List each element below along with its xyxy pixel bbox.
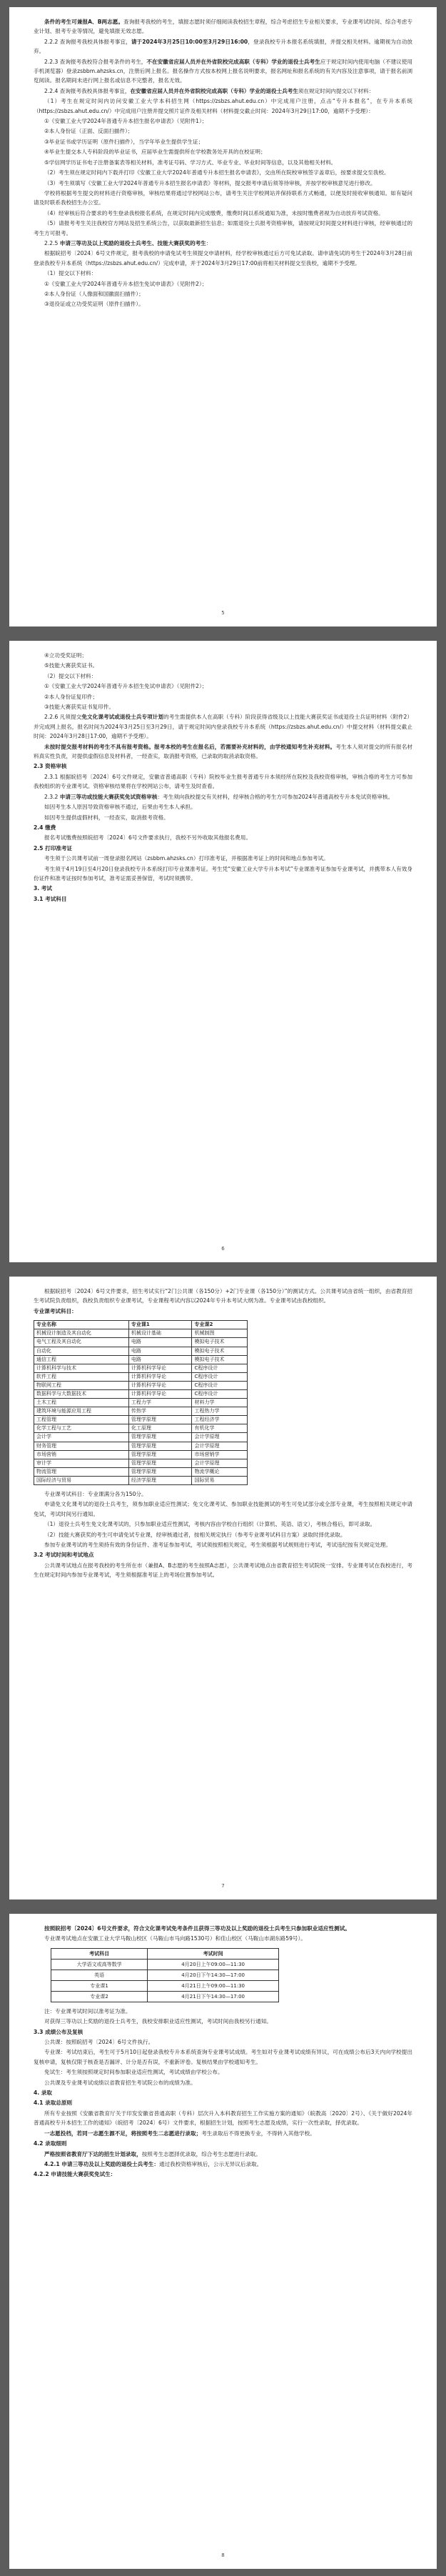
paragraph — [34, 289, 412, 299]
paragraph — [34, 2150, 412, 2159]
paragraph — [34, 137, 412, 146]
paragraph — [34, 692, 412, 702]
paragraph — [34, 2170, 412, 2179]
table-row — [34, 1329, 248, 1338]
table-cell: C程序设计 — [192, 1389, 248, 1398]
paragraph-text: ④立功受奖证明； — [44, 652, 87, 659]
paragraph-text: 2.2.4 查询报考我校具体报考事宜， — [44, 87, 131, 94]
paragraph-text: 。 — [310, 2130, 315, 2137]
table-row — [34, 1450, 248, 1459]
paragraph — [34, 712, 412, 741]
table-cell: 管理学原理 — [128, 1442, 192, 1450]
paragraph — [34, 1519, 412, 1529]
table-cell: 数据科学与大数据技术 — [34, 1389, 129, 1398]
paragraph — [34, 189, 412, 208]
table-cell: 经济学原理 — [128, 1476, 192, 1484]
table-cell: 市场营销 — [34, 1450, 129, 1459]
table-cell: 工程管理 — [34, 1416, 129, 1424]
table-header-cell: 考试时间 — [148, 1948, 279, 1959]
emphasis-text: 不在安徽省应届人员并在外省院校完成高职（专科）学业的退役士兵考生 — [146, 58, 320, 65]
page-number: 6 — [221, 1245, 225, 1252]
paragraph-text: 4.1 录取总原则 — [34, 2100, 73, 2107]
table-cell: 专业课2 — [51, 1991, 148, 2002]
table-cell: 模拟电子技术 — [192, 1338, 248, 1347]
paragraph — [34, 894, 412, 904]
paragraph-text: 2.5 打印准考证 — [34, 844, 73, 852]
table-cell: 市场营销学 — [192, 1450, 248, 1459]
table-row — [51, 1959, 279, 1970]
table-cell: 计算机科学导论 — [128, 1372, 192, 1381]
paragraph-text: 3. 考试 — [34, 885, 52, 892]
table-row — [34, 1476, 248, 1484]
paragraph — [34, 2047, 412, 2067]
paragraph — [34, 209, 412, 218]
table-cell: 会计学 — [34, 1433, 129, 1442]
table-row — [51, 1991, 279, 2002]
paragraph — [34, 792, 412, 802]
paragraph-text: 严格按照省教育厅下达的招生计划录取， — [44, 2150, 142, 2157]
table-row — [34, 1407, 248, 1416]
paragraph — [34, 651, 412, 660]
paragraph-text: ：考生须向我校提交有关材料，经审核合格的考生方可参加2024年普通高校专升本免试资格审核。 — [157, 793, 394, 800]
paragraph-text: 公共课：按照皖招考〔2024〕6号文件执行。 — [44, 2039, 154, 2046]
paragraph-text: 2.2.5 — [44, 239, 60, 246]
paragraph-text: ③技能大赛获奖证书复印件。 — [44, 704, 114, 711]
table-cell: 会计学原理 — [192, 1459, 248, 1467]
paragraph-text: （4）经审核后符合要求的考生登录我校报名系统，在规定时间内完成缴费，缴费时间以系统通知为准，未按时缴费者视为自动放弃考试资格。 — [44, 209, 384, 216]
paragraph — [34, 2027, 412, 2037]
table-cell: 化学工程与工艺 — [34, 1424, 129, 1433]
table-cell: 国际经济与贸易 — [34, 1476, 129, 1484]
paragraph-text: 4.2.2 申请技能大赛获奖免试生： — [34, 2171, 116, 2178]
page-number: 5 — [221, 609, 225, 616]
paragraph — [34, 833, 412, 842]
table-cell: C程序设计 — [192, 1364, 248, 1372]
table-cell: 计算机科学导论 — [128, 1364, 192, 1372]
table-cell: 工程力学 — [128, 1399, 192, 1407]
table-row — [34, 1347, 248, 1355]
table-cell: C程序设计 — [192, 1381, 248, 1389]
paragraph-text: （5）请报考考生关注我校官方网站及招生系统公告，以获取最新招生信息；如需退役士兵报考资格审核，请按规定时间提交材料进行审核，经审核通过的考生方可报考。 — [34, 220, 412, 236]
paragraph — [34, 96, 412, 116]
paragraph-text: 一志愿投档，若同一志愿生源不足，将按照考生二志愿进行录取； — [44, 2130, 202, 2137]
paragraph — [34, 762, 412, 771]
page-body — [34, 17, 412, 309]
table-row — [34, 1442, 248, 1450]
paragraph — [34, 854, 412, 863]
paragraph-text: 2.4 缴费 — [34, 824, 56, 831]
paragraph — [34, 772, 412, 792]
paragraph-text: 报名考试缴费按照皖招考〔2024〕6号文件要求执行，我校不另外收取其他报名费用。 — [44, 834, 251, 842]
table-header-cell: 考试科目 — [51, 1948, 148, 1959]
paragraph — [34, 1530, 412, 1539]
table-cell: 国际贸易 — [192, 1476, 248, 1484]
page-body — [34, 1489, 412, 1580]
paragraph — [34, 1489, 412, 1499]
paragraph-text: ②本人身份证（正面、反面扫描件）； — [44, 128, 133, 135]
table-row — [34, 1389, 248, 1398]
document-page — [9, 641, 437, 1262]
paragraph-text: 2.3.1 根据皖招考〔2024〕6号文件规定，安徽省普通高职（专科）院校毕业生报考普通专升本须经所在院校及我校资格审核，审核合格的考生方可参加我校组织的专业课考试。资格审核结果将在学校网站公布，请考生及时查看。 — [34, 773, 412, 790]
table-cell: 机械设计基础 — [128, 1329, 192, 1338]
paragraph — [34, 2129, 412, 2138]
paragraph — [34, 2037, 412, 2047]
paragraph-text: 公共课考试地点在报考我校的考生所在市（兼报A、B志愿的考生按照A志愿），公共课考试地点由省教育招生考试院统一安排。专业课考试在我校进行，考生在规定时间内参加专业课考试，考生须根据准考证上的考场位置参加考试。 — [34, 1562, 412, 1579]
paragraph — [34, 2160, 412, 2169]
paragraph-text: 公共课及专业课考试成绩以省教育招生考试院公布的成绩为准。 — [44, 2079, 196, 2086]
paragraph — [34, 219, 412, 238]
paragraph — [34, 682, 412, 691]
paragraph — [34, 844, 412, 853]
table-cell: 电气工程及其自动化 — [34, 1338, 129, 1347]
table-cell: 机械设计制造及其自动化 — [34, 1329, 129, 1338]
table-cell: 化工原理 — [128, 1424, 192, 1433]
paragraph-text: 2.2.3 查询报考我校符合报考条件的考生， — [44, 58, 147, 65]
table-cell: 土木工程 — [34, 1399, 129, 1407]
paragraph — [34, 2078, 412, 2087]
paragraph-text: ①《安徽工业大学2024年普通专升本招生免试申请表》（见附件2）； — [44, 280, 208, 287]
emphasis-text: 考生本人须对提交的所有报名材料真实性负责， — [34, 743, 412, 760]
table-cell: 电路 — [128, 1338, 192, 1347]
table-cell: 物流管理 — [34, 1467, 129, 1476]
page-number: 7 — [221, 1882, 225, 1889]
table-row — [34, 1433, 248, 1442]
table-row — [51, 1980, 279, 1991]
paragraph — [34, 802, 412, 812]
document-page — [9, 1914, 437, 2569]
table-cell: 物联网工程 — [34, 1381, 129, 1389]
paragraph-text: ②本人身份证复印件； — [44, 693, 98, 700]
table-cell: 工程经济学 — [192, 1416, 248, 1424]
table-cell: 传热学 — [128, 1407, 192, 1416]
emphasis-text: 请于2024年3月25日10:00至3月29日16:00 — [131, 38, 248, 45]
page-body — [34, 651, 412, 904]
paragraph-text: ，登录我校专升本报名系统填报，并提交相关材料。逾期视为自动放弃。 — [34, 38, 413, 55]
subject-table — [34, 1320, 248, 1485]
paragraph — [34, 17, 412, 36]
table-cell: 电路 — [128, 1355, 192, 1364]
table-header-cell: 专业课2 — [192, 1321, 248, 1329]
page-body — [34, 2007, 412, 2180]
paragraph-text: 如因考生提供虚假材料，一经查实，取消报考资格。 — [44, 814, 169, 821]
table-cell: 管理学原理 — [128, 1433, 192, 1442]
paragraph-text: 应于规定时间内使用电脑（不建议使用手机浏览器）登录zsbbm.ahzsks.cn，注册后网上报名。报名操作方式按本校网上报名说明要求，报名网址和报名系统的有关内容及注意事项，请于报名前浏览阅读。报名期间未进行网上报名或信息不完整者，报名无效。 — [34, 58, 413, 84]
paragraph — [34, 239, 412, 248]
paragraph-text: ③毕业证书或学历证明（原件扫描件），当学年毕业生提供学生证； — [44, 138, 204, 145]
paragraph — [34, 2088, 412, 2097]
paragraph — [34, 179, 412, 188]
paragraph — [34, 299, 412, 309]
table-cell: 会计学原理 — [192, 1442, 248, 1450]
paragraph — [34, 2098, 412, 2107]
table-cell: 工程热力学 — [192, 1407, 248, 1416]
paragraph-text: 2.3.2 — [44, 793, 60, 800]
paragraph-text: 3.1 考试科目 — [34, 895, 67, 902]
paragraph — [34, 1499, 412, 1519]
table-row — [34, 1424, 248, 1433]
paragraph-text: ③退役证或立功受奖证明（原件扫描件）。 — [44, 301, 144, 308]
paragraph-text: ①《安徽工业大学2024年普通专升本招生免试申请表》（见附件2）； — [44, 683, 208, 690]
table-cell: 软件工程 — [34, 1372, 129, 1381]
emphasis-text: 通过我校资格审核后，公示无异议后录取。 — [158, 2160, 263, 2167]
emphasis-text: 在安徽省应届人员并在外省院校完成高职（专科）学业的退役士兵考生 — [130, 87, 298, 94]
paragraph-text: 3.2 考试时间和考试地点 — [34, 1552, 94, 1559]
table-cell: 模拟电子技术 — [192, 1355, 248, 1364]
table-cell: 物流学概论 — [192, 1467, 248, 1476]
paragraph — [34, 158, 412, 167]
table-cell: 自动化 — [34, 1347, 129, 1355]
document-page — [9, 7, 437, 626]
paragraph-text: 所有专业按照《安徽省教育厅关于印发安徽省普通高职（专科）层次升入本科教育招生工作实施方案的通知》（皖教高〔2020〕2号）、《关于做好2024年普通高校专升本招生工作的通知》（皖招考〔2024〕6号）文件要求，根据招生计划，按照考生志愿及成绩，实行一次性录取，择优录取。 — [34, 2110, 412, 2127]
table-row — [34, 1381, 248, 1389]
paragraph-text: 2.2.6 凡须提交 — [44, 714, 82, 721]
paragraph — [34, 2139, 412, 2148]
paragraph — [34, 884, 412, 893]
table-cell: 通信工程 — [34, 1355, 129, 1364]
paragraph — [34, 1550, 412, 1559]
paragraph-text: ④毕业生提交本人专科阶段的毕业证书，应届毕业生需提供所在学校教务处开具的在校证明； — [44, 149, 266, 156]
table-row — [34, 1364, 248, 1372]
table-cell: 管理学原理 — [128, 1416, 192, 1424]
table-cell: 英语 — [51, 1970, 148, 1980]
paragraph-text: 对获得三等功以上奖励的退役士兵考生，我校安排职业适应性测试，考试时间由我校另行通知。 — [44, 2018, 272, 2025]
paragraph-text: 条件的考生可兼报A、B两志愿。 — [44, 19, 124, 25]
paragraph-text: 参加专业课考试的考生须持有效的身份证件、准考证参加考试，考试须按照相关规定，考生须根据考试规则进行考试，考试违纪按有关规定处理。 — [44, 1542, 391, 1549]
paragraph-text: （2）提交以下材料： — [44, 672, 97, 679]
table-cell: 有机化学 — [192, 1424, 248, 1433]
table-cell: 审计学 — [34, 1459, 129, 1467]
table-cell: 4月21日上午09:00—11:30 — [148, 1980, 279, 1991]
table-cell: 材料力学 — [192, 1399, 248, 1407]
document-page — [9, 1277, 437, 1899]
table-row — [34, 1338, 248, 1347]
paragraph — [34, 249, 412, 268]
table-row — [34, 1355, 248, 1364]
paragraph-text: 须在规定时间内提交以下材料： — [298, 87, 375, 94]
paragraph-text: ①《安徽工业大学2024年普通专升本招生报名申请表》（见附件1）； — [44, 118, 208, 125]
table-cell: 会计学原理 — [192, 1433, 248, 1442]
paragraph-text: 3.3 成绩公布及复核 — [34, 2028, 83, 2035]
paragraph — [34, 813, 412, 822]
table-cell: 管理学原理 — [128, 1467, 192, 1476]
paragraph — [34, 57, 412, 86]
paragraph-text: ： — [206, 239, 212, 246]
paragraph-text: 考生须于4月19日至4月20日登录我校专升本系统打印专业课准考证。考生凭“安徽工业大学专升本考试”专业课准考证参加专业课考试，并携带本人有效身份证件和准考证按时参加考试，准考证需妥善保管，考试时须携带。 — [34, 865, 412, 882]
page-number: 8 — [221, 2552, 225, 2558]
table-row — [34, 1467, 248, 1476]
paragraph — [34, 147, 412, 156]
table-cell: 机械制图 — [192, 1329, 248, 1338]
paragraph — [34, 279, 412, 289]
table-cell: 财务管理 — [34, 1442, 129, 1450]
paragraph-text: （1）退役士兵考生免文化课考试的，只参加职业适应性测试，考核内容由学校自行组织（计算机、英语、语文），考核合格后，即可录取。 — [44, 1521, 376, 1528]
paragraph-text: 的考生需提供本人在高职（专科）阶段获得省级及以上技能大赛获奖证书或退役士兵证明材料（附件2）并完成网上报名，报名时间为2024年3月25日至3月29日，请于规定时间内登录我校专升本系统（https://zsbzs.ahut.edu.cn/）中提交材料（材料提交截止时间：2024年3月28日17:00，逾期不予受理）。 — [34, 714, 412, 740]
table-cell: 专业课1 — [51, 1980, 148, 1991]
paragraph-text: 学校将根据考生提交的材料进行资格审核，审核结果将通过学校网站公布，请考生关注学校网站并保持联系方式畅通，以便及时接收审核通知。如有疑问请及时联系我校招生办公室。 — [34, 189, 412, 206]
emphasis-text: 按照考生志愿择优录取，综合考生志愿进行录取。 — [141, 2150, 261, 2157]
table-header-cell: 专业课1 — [128, 1321, 192, 1329]
paragraph-text: 申请免文化课考试的退役士兵考生，须参加职业适应性测试；免文化课考试、参加职业技能测试的考生可免试部分或全部专业课，考生按照相关规定申请免试，考试时间另行通知。 — [34, 1501, 412, 1517]
paragraph-text: （2）考生须在规定时间内下载并打印《安徽工业大学2024年普通专升本招生报名申请表》，交由所在院校审核签字盖章后，按要求提交至我校。 — [44, 169, 390, 176]
emphasis-text: 查询报考我校的考生，填报志愿时须仔细阅读我校招生章程，综合考虑招生专业相关要求，专业课考试时间、综合考虑专业计划、报考专业等情况，避免填报无效志愿。 — [34, 19, 412, 35]
paragraph: 专业课考试地点在安徽工业大学马鞍山校区（马鞍山市马向路1530号）和佳山校区（马鞍山市湖东路59号）。 — [44, 1935, 306, 1942]
table-cell: 计算机科学导论 — [128, 1381, 192, 1389]
paragraph — [34, 116, 412, 126]
table-cell: 4月20日上午09:00—11:30 — [148, 1959, 279, 1970]
paragraph-text: 4.2 录取细则 — [34, 2140, 67, 2147]
paragraph-text: ⑤学信网学历证书电子注册备案表等相关材料，准考证号码、学习方式、毕业专业、毕业时间等信息，以及其他相关材料。 — [44, 159, 337, 166]
table-row — [34, 1372, 248, 1381]
paragraph — [34, 742, 412, 762]
paragraph-text: 注：专业课考试时间以准考证为准。 — [44, 2007, 131, 2015]
paragraph-text: 未按时提交报考材料的考生不具有报考资格。报考本校的考生在报名后，若需要补充材料的，由学校通知考生补充材料。 — [44, 743, 336, 750]
paragraph-text: 考生须于公共课考试前一周登录报名网站（zsbbm.ahzsks.cn）打印准考证，并根据准考证上的时间和地点参加考试。 — [44, 855, 329, 862]
paragraph-text: 免试生：考生须按照规定时间参加职业适应性测试，考试成绩由学校公布。 — [44, 2069, 223, 2076]
paragraph-text: 4.2.1 申请三等功及以上奖励的退役士兵考生： — [44, 2160, 159, 2167]
emphasis-text: 免文化课考试或退役士兵专项计划 — [81, 714, 164, 721]
paragraph: 按照皖招考〔2024〕6号文件要求，符合文化课考试免考条件且获得三等功及以上奖励的退役士兵考生只参加职业适应性测试。 — [44, 1925, 350, 1932]
table-row — [34, 1399, 248, 1407]
table-header-cell: 专业名称 — [34, 1321, 129, 1329]
table-cell: 计算机科学与技术 — [34, 1364, 129, 1372]
paragraph — [34, 269, 412, 278]
paragraph — [34, 672, 412, 681]
paragraph — [34, 86, 412, 96]
paragraph — [34, 168, 412, 177]
paragraph-text: 如因考生本人原因导致资格审核不通过，后果由考生本人承担。 — [44, 804, 196, 811]
paragraph — [34, 1561, 412, 1580]
paragraph — [34, 126, 412, 136]
paragraph — [34, 37, 412, 56]
paragraph-text: ⑤技能大赛获奖证书。 — [44, 662, 98, 669]
paragraph — [34, 661, 412, 670]
paragraph-text: 专业课考试科目：专业课满分各为150分。 — [44, 1491, 147, 1497]
paragraph — [34, 2067, 412, 2077]
table-row — [34, 1459, 248, 1467]
table-cell: 大学语文或高等数学 — [51, 1959, 148, 1970]
table-cell: 模拟电子技术 — [192, 1347, 248, 1355]
paragraph — [34, 702, 412, 712]
paragraph-text: 2.3 资格审核 — [34, 763, 67, 770]
paragraph — [34, 2109, 412, 2128]
exam-schedule-table — [51, 1948, 279, 2002]
emphasis-text: 申请三等功或技能大赛获奖免试资格审核 — [59, 793, 158, 800]
paragraph-text: 4. 录取 — [34, 2090, 52, 2097]
paragraph — [34, 1540, 412, 1549]
table-cell: 4月21日下午14:30—17:00 — [148, 1991, 279, 2002]
paragraph: 根据皖招考〔2024〕6号文件要求，招生考试实行“2门公共课（各150分）+2门专业课（各150分）”的测试方式。公共课考试由省统一组织，由省教育招生考试院负责组织，我校负责组织专业课考试，专业课程考试内容以2024年专升本考试大纲为准。专业课考试由我校组织。 — [34, 1288, 412, 1304]
table-cell: 建筑环境与能源应用工程 — [34, 1407, 129, 1416]
table-cell: 电路 — [128, 1347, 192, 1355]
table-cell: 计算机科学导论 — [128, 1389, 192, 1398]
emphasis-text: 考生录取后不得更换专业，不得转入其他学校 — [201, 2130, 310, 2137]
paragraph — [34, 823, 412, 832]
paragraph-text: （1）提交以下材料： — [44, 270, 97, 277]
emphasis-text: 申请三等功及以上奖励的退役士兵考生、技能大赛获奖的考生 — [59, 239, 206, 246]
paragraph-text: 2.2.2 查询报考我校具体报考事宜， — [44, 38, 131, 45]
paragraph-text: 根据皖招考〔2024〕6号文件规定，报考我校的申请免试考生须提交申请材料，经学校审核通过后方可免试录取。请申请免试的考生于2024年3月28日前登录我校专升本系统（https://zsbzs.ahut.edu.cn/）完成申请，并于2024年3月29日17:00前将相关材料提交至我校，逾期不予受理。 — [34, 250, 412, 266]
table-cell: C程序设计 — [192, 1372, 248, 1381]
table-caption: 专业课考试科目： — [34, 1307, 77, 1314]
paragraph — [34, 2017, 412, 2026]
table-row — [51, 1970, 279, 1980]
paragraph — [34, 864, 412, 884]
paragraph-text: （1）考生在规定时间内访问安徽工业大学本科招生网（https://zsbzs.ahut.edu.cn）中完成用户注册，点击“专升本报名”，在专升本系统（https://zsbzs.ahut.edu.cn/）中完成用户注册并提交照片证件及相关材料（材料提交截止时间：2024年3月29日17:00，逾期不予受理）： — [34, 98, 412, 114]
table-cell: 管理学原理 — [128, 1459, 192, 1467]
paragraph-text: （3）考生须填写《安徽工业大学2024年普通专升本招生报名申请表》等材料，提交报考申请后须等待审核，并按学校审核意见进行修改。 — [44, 179, 376, 186]
table-cell: 4月20日下午14:30—17:00 — [148, 1970, 279, 1980]
paragraph-text: ②本人身份证（人像面和国徽面扫描件）； — [44, 290, 144, 297]
paragraph-text: 对提供虚假信息及材料者，一经查实，取消报考资格，已录取的取消录取资格。 — [71, 753, 261, 760]
table-cell: 管理学原理 — [128, 1450, 192, 1459]
paragraph — [34, 2007, 412, 2016]
paragraph-text: 专业课：考试结束后，考生可于5月10日起登录我校专升本系统查询专业课考试成绩。考生如对专业课考试成绩有异议，可在成绩公布后3天内向学校提出复核申请，复核仅限于核查是否漏评、计分是否有误，不重新评卷。复核结果由学校通知考生。 — [34, 2049, 412, 2065]
paragraph-text: （2）技能大赛获奖的考生可申请免试专业课，经审核通过者，按相关规定执行（参考专业课考试科目方案）录取时择优录取。 — [44, 1531, 346, 1538]
table-row — [34, 1416, 248, 1424]
